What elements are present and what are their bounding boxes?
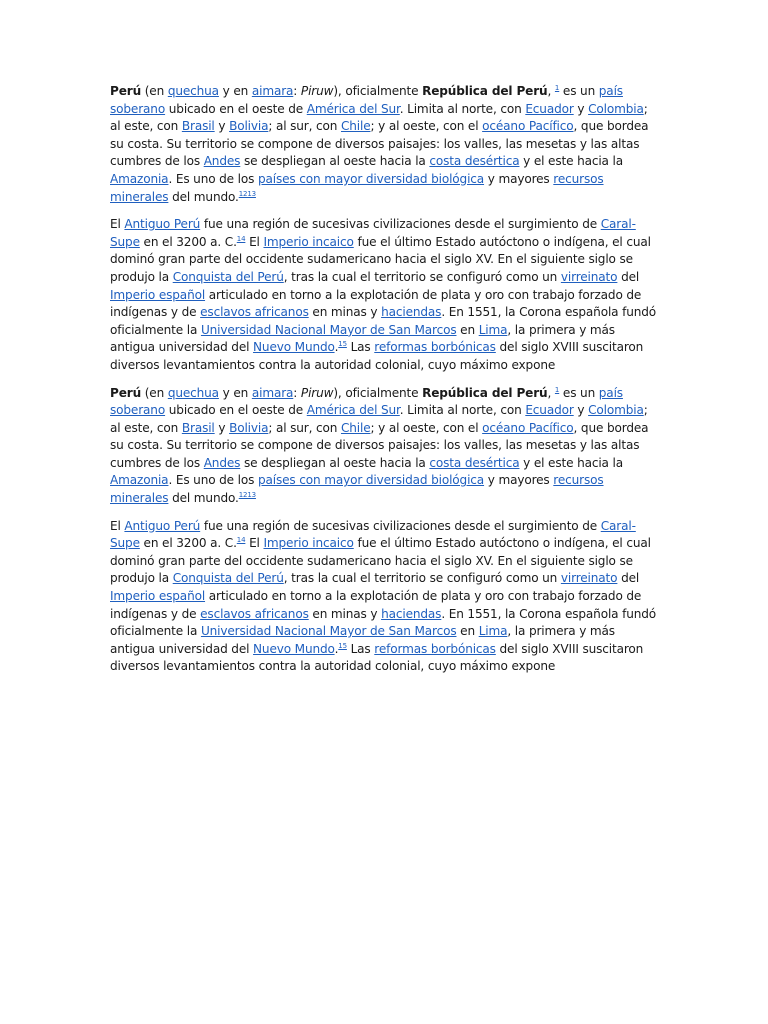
document-page: [110, 83, 658, 686]
text-run: del mundo.: [168, 189, 239, 204]
text-run: y mayores: [484, 473, 554, 488]
text-run: ubicado en el oeste de: [165, 101, 307, 116]
link-virreinato[interactable]: virreinato: [560, 269, 618, 284]
link-andes[interactable]: Andes: [203, 455, 241, 470]
text-run: ), oficialmente: [333, 385, 423, 400]
text-run: ; y al oeste, con el: [370, 420, 483, 435]
reference-marker: [338, 642, 347, 650]
text-run: se despliegan al oeste hacia la: [240, 154, 430, 169]
text-run: El: [110, 518, 125, 533]
text-run: y el este hacia la: [519, 154, 623, 169]
link-brasil[interactable]: Brasil: [181, 420, 215, 435]
link-paises-con-mayor-diversidad-biologica[interactable]: países con mayor diversidad biológica: [257, 171, 485, 186]
reference-link[interactable]: 14: [236, 536, 246, 545]
link-bolivia[interactable]: Bolivia: [229, 119, 269, 134]
link-aimara[interactable]: aimara: [251, 84, 294, 98]
text-run: ; al sur, con: [268, 119, 341, 134]
text-run: . Es uno de los: [168, 171, 258, 186]
bold-term: República del Perú: [422, 385, 548, 400]
text-run: y: [214, 119, 230, 134]
text-run: El: [245, 536, 264, 551]
link-imperio-espanol[interactable]: Imperio español: [110, 287, 206, 302]
link-recursos-minerales[interactable]: recursos minerales: [110, 473, 604, 506]
link-costa-desertica[interactable]: costa desértica: [429, 154, 520, 169]
italic-term: Piruw: [300, 84, 334, 98]
text-run: y: [573, 403, 589, 418]
text-run: .: [334, 340, 339, 355]
link-universidad-nacional-mayor-de-san-marcos[interactable]: Universidad Nacional Mayor de San Marcos: [200, 322, 457, 337]
text-run: articulado en torno a la explotación de plata y oro con trabajo forzado de indígenas y de: [110, 287, 642, 320]
link-nuevo-mundo[interactable]: Nuevo Mundo: [253, 340, 335, 355]
link-amazonia[interactable]: Amazonia: [110, 473, 169, 488]
text-run: Las: [346, 340, 375, 355]
bold-term: República del Perú: [422, 84, 548, 98]
link-reformas-borbonicas[interactable]: reformas borbónicas: [374, 641, 496, 656]
text-run: en: [456, 322, 479, 337]
link-haciendas[interactable]: haciendas: [381, 606, 442, 621]
text-run: es un: [559, 385, 599, 400]
text-run: ; y al oeste, con el: [370, 119, 483, 134]
text-run: del siglo XVIII suscitaron diversos levantamientos contra la autoridad colonial, cuyo máximo expone: [110, 340, 644, 372]
link-ecuador[interactable]: Ecuador: [525, 101, 574, 116]
link-america-del-sur[interactable]: América del Sur: [306, 101, 400, 116]
link-conquista-del-peru[interactable]: Conquista del Perú: [172, 269, 284, 284]
text-run: El: [245, 234, 264, 249]
link-costa-desertica[interactable]: costa desértica: [429, 455, 520, 470]
text-run: . Limita al norte, con: [399, 403, 526, 418]
text-run: del: [617, 269, 640, 284]
text-run: y: [214, 420, 230, 435]
text-run: , tras la cual el territorio se configuró como un: [283, 571, 561, 586]
reference-marker: [338, 340, 347, 348]
bold-term: Perú: [110, 385, 142, 400]
link-imperio-incaico[interactable]: Imperio incaico: [263, 234, 354, 249]
reference-link[interactable]: 14: [236, 234, 246, 243]
link-amazonia[interactable]: Amazonia: [110, 171, 169, 186]
link-america-del-sur[interactable]: América del Sur: [306, 403, 400, 418]
link-caral-supe[interactable]: Caral-Supe: [110, 217, 636, 249]
text-run: , que bordea su costa. Su territorio se compone de diversos paisajes: los valles, las mesetas y las altas cumbres de los: [110, 119, 649, 169]
text-run: fue una región de sucesivas civilizaciones desde el surgimiento de: [200, 518, 601, 533]
link-bolivia[interactable]: Bolivia: [229, 420, 269, 435]
text-run: articulado en torno a la explotación de plata y oro con trabajo forzado de indígenas y de: [110, 589, 642, 621]
paragraph-peru-intro: [110, 83, 658, 206]
text-run: ,: [547, 84, 555, 98]
link-pais-soberano[interactable]: país soberano: [110, 84, 623, 116]
text-run: (en: [141, 84, 168, 98]
reference-link[interactable]: 1: [554, 385, 560, 394]
text-run: :: [293, 84, 301, 98]
text-run: y mayores: [484, 171, 554, 186]
link-antiguo-peru[interactable]: Antiguo Perú: [124, 217, 201, 232]
link-nuevo-mundo[interactable]: Nuevo Mundo: [253, 641, 335, 656]
link-chile[interactable]: Chile: [340, 119, 371, 134]
link-caral-supe[interactable]: Caral-Supe: [110, 518, 636, 551]
text-run: . Es uno de los: [168, 473, 258, 488]
text-run: ubicado en el oeste de: [165, 403, 307, 418]
link-andes[interactable]: Andes: [203, 154, 241, 169]
text-run: es un: [559, 84, 599, 98]
link-quechua[interactable]: quechua: [167, 84, 219, 98]
link-aimara[interactable]: aimara: [251, 385, 294, 400]
text-run: del siglo XVIII suscitaron diversos levantamientos contra la autoridad colonial, cuyo máximo expone: [110, 641, 644, 674]
link-pais-soberano[interactable]: país soberano: [110, 385, 623, 418]
text-run: del mundo.: [168, 491, 239, 506]
link-lima[interactable]: Lima: [478, 322, 508, 337]
text-run: ; al sur, con: [268, 420, 341, 435]
reference-link[interactable]: 1213: [238, 491, 256, 500]
link-imperio-espanol[interactable]: Imperio español: [110, 589, 206, 604]
link-reformas-borbonicas[interactable]: reformas borbónicas: [374, 340, 496, 355]
text-run: (en: [141, 385, 168, 400]
text-run: . En 1551, la Corona española fundó oficialmente la: [110, 606, 657, 639]
text-run: , tras la cual el territorio se configuró como un: [283, 269, 561, 284]
text-run: y el este hacia la: [519, 455, 623, 470]
link-antiguo-peru[interactable]: Antiguo Perú: [124, 518, 201, 533]
paragraph-peru-intro-repeat: [110, 385, 658, 508]
link-oceano-pacifico[interactable]: océano Pacífico: [482, 420, 574, 435]
link-imperio-incaico[interactable]: Imperio incaico: [263, 536, 354, 551]
reference-marker: [239, 190, 256, 198]
link-esclavos-africanos[interactable]: esclavos africanos: [200, 305, 309, 320]
text-run: fue una región de sucesivas civilizaciones desde el surgimiento de: [200, 217, 601, 232]
link-chile[interactable]: Chile: [340, 420, 371, 435]
text-run: .: [334, 641, 339, 656]
text-run: del: [617, 571, 640, 586]
paragraph-peru-history-repeat: [110, 518, 658, 676]
reference-link[interactable]: 15: [338, 340, 347, 349]
link-recursos-minerales[interactable]: recursos minerales: [110, 171, 604, 204]
link-esclavos-africanos[interactable]: esclavos africanos: [200, 606, 309, 621]
text-run: ,: [547, 385, 555, 400]
reference-link[interactable]: 1213: [238, 189, 256, 198]
text-run: El: [110, 217, 125, 232]
text-run: en minas y: [308, 606, 382, 621]
link-universidad-nacional-mayor-de-san-marcos[interactable]: Universidad Nacional Mayor de San Marcos: [200, 624, 457, 639]
text-run: ; al este, con: [110, 403, 648, 435]
italic-term: Piruw: [300, 385, 334, 400]
text-run: , que bordea su costa. Su territorio se compone de diversos paisajes: los valles, las mesetas y las altas cumbres de los: [110, 420, 649, 470]
text-run: y en: [218, 385, 252, 400]
text-run: en el 3200 a. C.: [139, 234, 237, 249]
link-brasil[interactable]: Brasil: [181, 119, 215, 134]
link-paises-con-mayor-diversidad-biologica[interactable]: países con mayor diversidad biológica: [257, 473, 485, 488]
text-run: fue el último Estado autóctono o indígena, el cual dominó gran parte del occidente sudamericano hacia el siglo XV. En el siguiente siglo se produjo la: [110, 536, 651, 586]
text-run: . En 1551, la Corona española fundó oficialmente la: [110, 305, 657, 337]
link-ecuador[interactable]: Ecuador: [525, 403, 574, 418]
link-colombia[interactable]: Colombia: [588, 403, 644, 418]
bold-term: Perú: [110, 84, 142, 98]
text-run: en el 3200 a. C.: [139, 536, 237, 551]
link-lima[interactable]: Lima: [478, 624, 508, 639]
link-quechua[interactable]: quechua: [167, 385, 219, 400]
text-run: , la primera y más antigua universidad del: [110, 624, 615, 656]
link-haciendas[interactable]: haciendas: [381, 305, 442, 320]
text-run: se despliegan al oeste hacia la: [240, 455, 430, 470]
link-virreinato[interactable]: virreinato: [560, 571, 618, 586]
paragraph-peru-history: [110, 216, 658, 374]
text-run: ; al este, con: [110, 101, 648, 134]
link-colombia[interactable]: Colombia: [588, 101, 644, 116]
text-run: y: [573, 101, 589, 116]
reference-link[interactable]: 15: [338, 641, 347, 650]
link-conquista-del-peru[interactable]: Conquista del Perú: [172, 571, 284, 586]
text-run: , la primera y más antigua universidad del: [110, 322, 615, 355]
reference-marker: [239, 491, 256, 499]
text-run: en: [456, 624, 479, 639]
text-run: en minas y: [308, 305, 382, 320]
text-run: fue el último Estado autóctono o indígena, el cual dominó gran parte del occidente sudamericano hacia el siglo XV. En el siguiente siglo se produjo la: [110, 234, 651, 284]
text-run: Las: [346, 641, 375, 656]
reference-link[interactable]: 1: [554, 84, 560, 92]
text-run: ), oficialmente: [333, 84, 423, 98]
link-oceano-pacifico[interactable]: océano Pacífico: [482, 119, 574, 134]
text-run: :: [293, 385, 301, 400]
text-run: y en: [218, 84, 252, 98]
text-run: . Limita al norte, con: [399, 101, 526, 116]
